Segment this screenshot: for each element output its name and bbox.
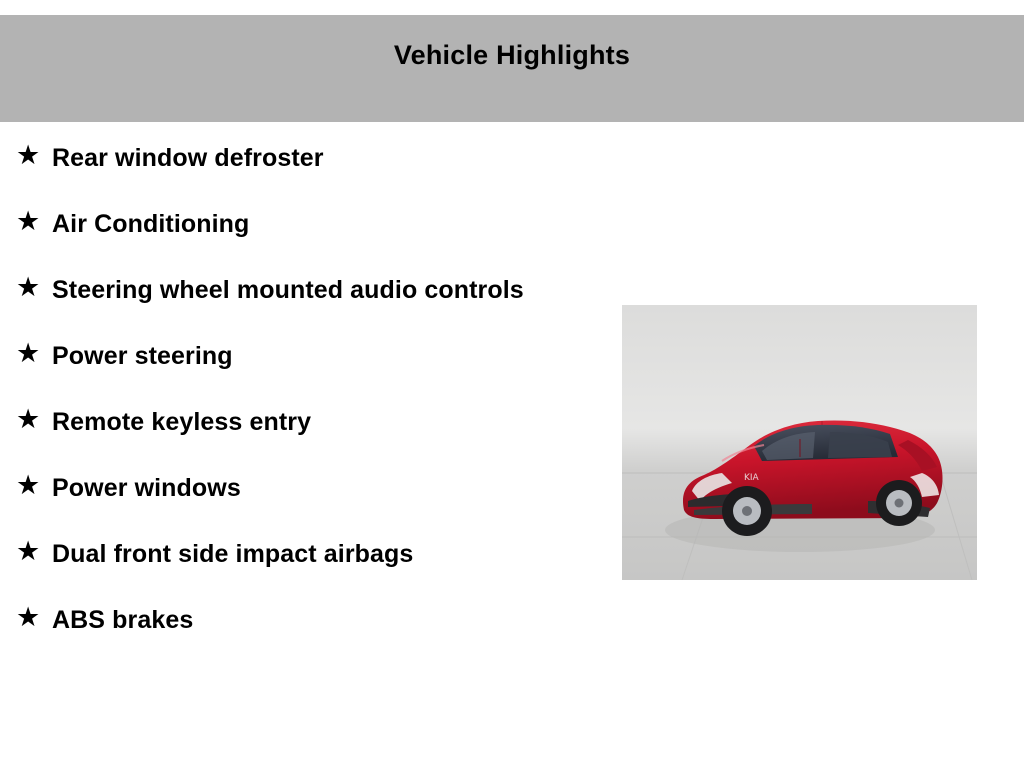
- vehicle-highlights-list: [8, 142, 608, 670]
- feature-label: Air Conditioning: [52, 210, 250, 238]
- feature-label: Dual front side impact airbags: [52, 540, 414, 568]
- feature-label: ABS brakes: [52, 606, 194, 634]
- red-sedan-photo: [622, 305, 977, 580]
- list-item: [8, 604, 608, 637]
- star-icon: ★: [16, 602, 41, 632]
- star-icon: ★: [16, 338, 41, 368]
- svg-text:KIA: KIA: [744, 473, 759, 483]
- star-icon: ★: [16, 272, 41, 302]
- list-item: [8, 538, 608, 571]
- page-title: Vehicle Highlights: [393, 40, 631, 70]
- list-item: [8, 142, 608, 175]
- list-item: [8, 406, 608, 439]
- list-item: [8, 208, 608, 241]
- feature-label: Remote keyless entry: [52, 408, 312, 436]
- star-icon: ★: [16, 404, 41, 434]
- star-icon: ★: [16, 536, 41, 566]
- feature-label: Power windows: [52, 474, 241, 502]
- list-item: [8, 340, 608, 373]
- list-item: [8, 274, 608, 307]
- content-area: [0, 122, 1024, 768]
- feature-label: Steering wheel mounted audio controls: [52, 276, 524, 304]
- star-icon: ★: [16, 206, 41, 236]
- feature-label: Rear window defroster: [52, 144, 324, 172]
- star-icon: ★: [16, 470, 41, 500]
- feature-label: Power steering: [52, 342, 233, 370]
- star-icon: ★: [16, 140, 41, 170]
- list-item: [8, 472, 608, 505]
